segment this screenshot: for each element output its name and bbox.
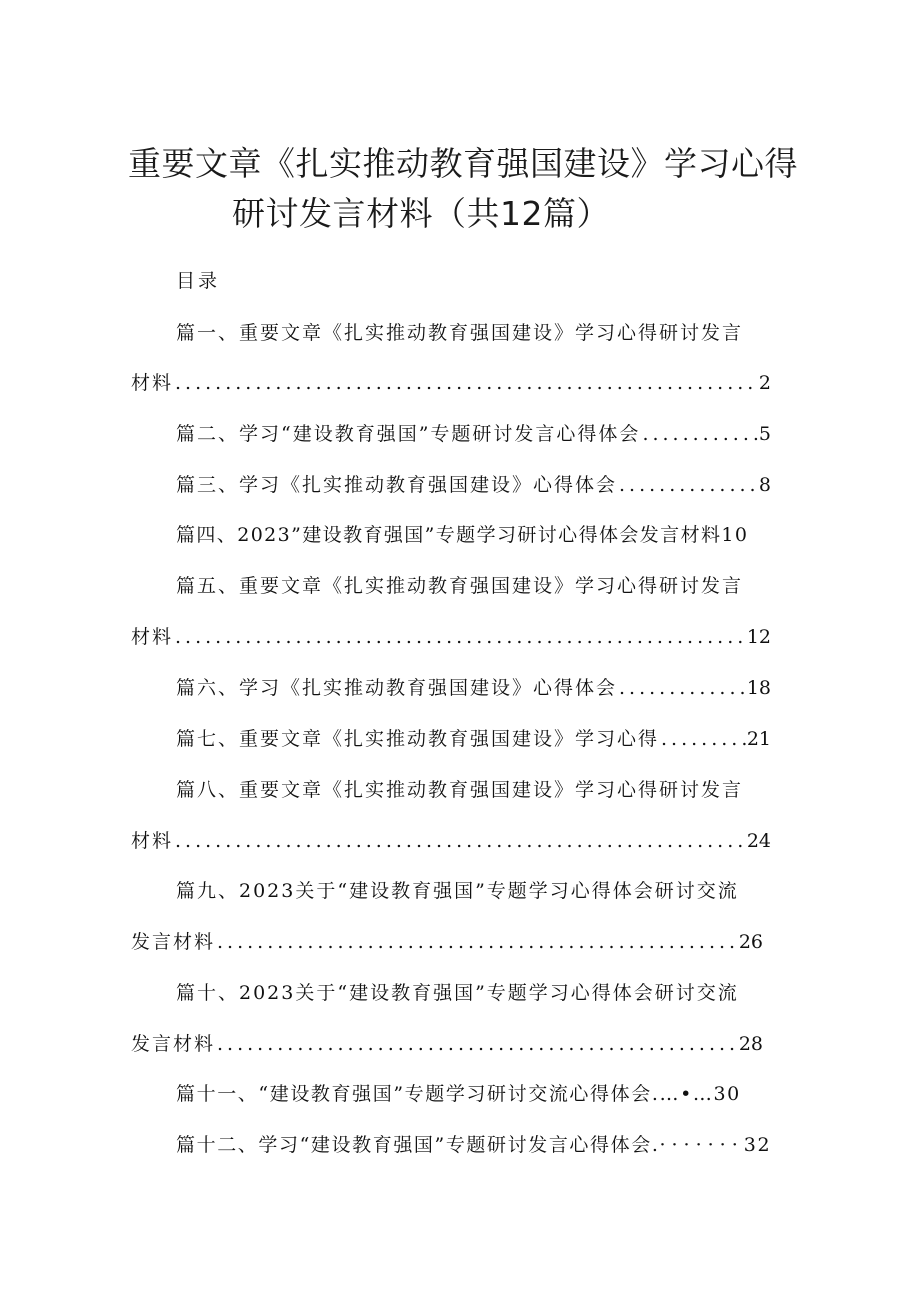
toc-entry-4-page: 10 [721, 524, 749, 546]
toc-entry-1-continuation: 材料 [131, 372, 174, 394]
document-title-line-1: 重要文章《扎实推动教育强国建设》学习心得 [128, 144, 798, 183]
toc-entry-1-line-2 [131, 370, 771, 396]
toc-entry-10-line-1: 篇十、2023关于“建设教育强国”专题学习心得体会研讨交流 [176, 982, 739, 1004]
toc-entry-7-page: 21 [746, 728, 771, 750]
toc-entry-8-page: 24 [746, 830, 771, 852]
toc-entry-9-page: 26 [738, 931, 763, 953]
toc-entry-4 [176, 522, 748, 548]
toc-leader-dots [215, 929, 739, 955]
toc-leader-dots [617, 675, 747, 701]
toc-entry-10-line-2 [131, 1031, 763, 1057]
toc-entry-7 [176, 726, 771, 752]
toc-leader-dots [640, 421, 758, 447]
toc-entry-12-page: 32 [743, 1134, 772, 1156]
toc-entry-7-text: 篇七、重要文章《扎实推动教育强国建设》学习心得 [176, 728, 660, 750]
document-title-line-2: 研讨发言材料（共12篇） [232, 194, 610, 233]
toc-entry-4-text: 篇四、2023”建设教育强国”专题学习研讨心得体会发言材料 [176, 524, 722, 546]
toc-entry-6-page: 18 [746, 677, 771, 699]
toc-entry-5-continuation: 材料 [131, 626, 174, 648]
toc-entry-9-continuation: 发言材料 [131, 931, 216, 953]
toc-entry-11-page: 30 [713, 1083, 741, 1105]
toc-entry-8-continuation: 材料 [131, 830, 174, 852]
toc-entry-8-line-1: 篇八、重要文章《扎实推动教育强国建设》学习心得研讨发言 [176, 779, 744, 801]
toc-entry-3-page: 8 [758, 474, 771, 496]
toc-heading: 目录 [176, 270, 221, 292]
toc-entry-12 [176, 1132, 771, 1158]
toc-entry-8-line-2 [131, 828, 771, 854]
toc-leader-dots [173, 624, 747, 650]
toc-entry-5-line-2 [131, 624, 771, 650]
toc-leader-dots [173, 828, 747, 854]
toc-entry-5-line-1: 篇五、重要文章《扎实推动教育强国建设》学习心得研讨发言 [176, 575, 744, 597]
toc-entry-9-line-2 [131, 929, 763, 955]
toc-entry-12-text: 篇十二、学习“建设教育强国”专题研讨发言心得体会. [176, 1134, 660, 1156]
toc-leader-dots [173, 370, 759, 396]
toc-entry-2-text: 篇二、学习“建设教育强国”专题研讨发言心得体会 [176, 423, 641, 445]
toc-entry-10-continuation: 发言材料 [131, 1033, 216, 1055]
toc-entry-6 [176, 675, 771, 701]
toc-entry-1-line-1: 篇一、重要文章《扎实推动教育强国建设》学习心得研讨发言 [176, 322, 744, 344]
toc-entry-3-text: 篇三、学习《扎实推动教育强国建设》心得体会 [176, 474, 618, 496]
toc-entry-5-page: 12 [746, 626, 771, 648]
toc-entry-6-text: 篇六、学习《扎实推动教育强国建设》心得体会 [176, 677, 618, 699]
toc-entry-10-page: 28 [738, 1033, 763, 1055]
toc-entry-11-text: 篇十一、“建设教育强国”专题学习研讨交流心得体会. [176, 1083, 660, 1105]
toc-leader-dots [659, 726, 747, 752]
toc-entry-1-page: 2 [758, 372, 771, 394]
toc-entry-12-leader: ······· [659, 1134, 744, 1156]
toc-entry-11-leader: …•… [659, 1083, 714, 1105]
toc-leader-dots [215, 1031, 739, 1057]
toc-leader-dots [617, 472, 759, 498]
toc-entry-3 [176, 472, 771, 498]
toc-entry-9-line-1: 篇九、2023关于“建设教育强国”专题学习心得体会研讨交流 [176, 880, 739, 902]
toc-entry-11 [176, 1081, 741, 1107]
toc-entry-2 [176, 421, 771, 447]
toc-entry-2-page: 5 [758, 423, 771, 445]
